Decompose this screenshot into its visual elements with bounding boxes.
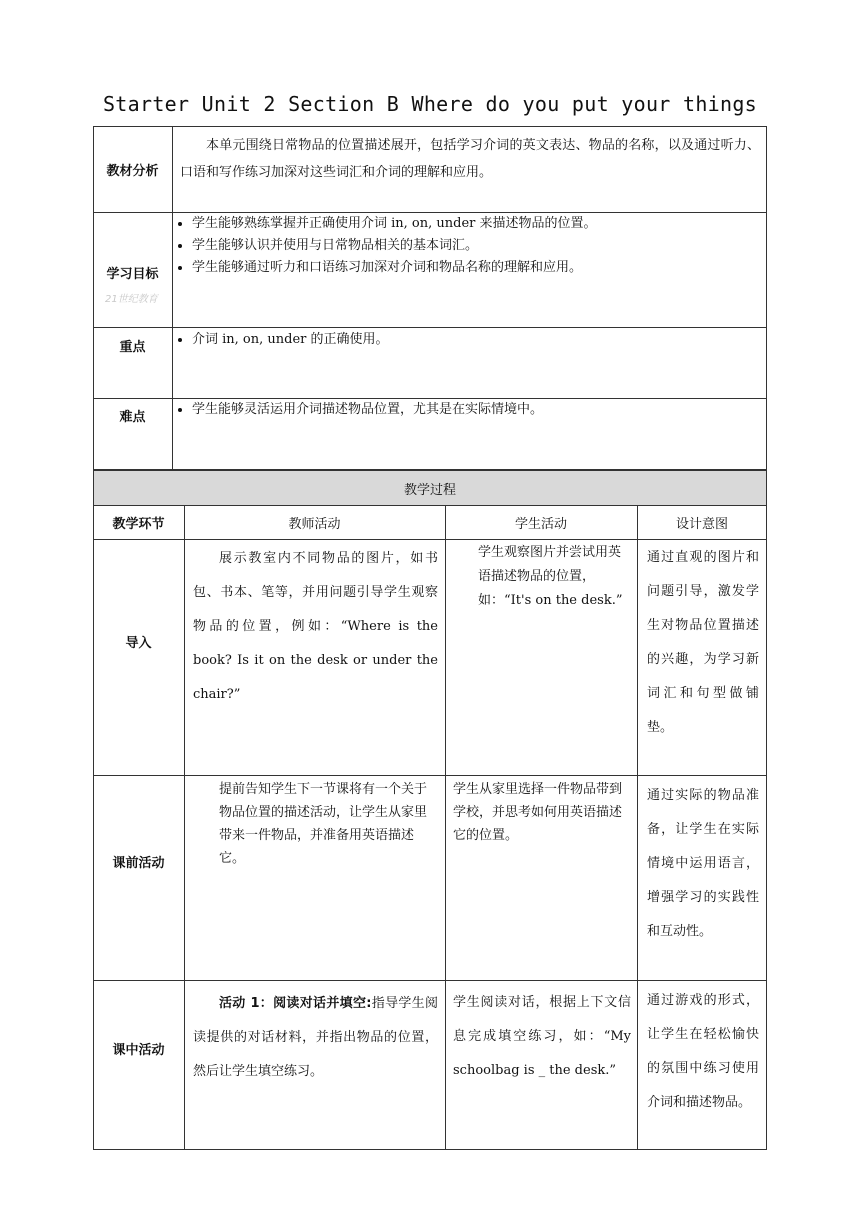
stage-intro-label: 导入: [125, 636, 152, 651]
preclass-design-intent: 通过实际的物品准备，让学生在实际情境中运用语言，增强学习的实践性和互动性。: [647, 788, 759, 939]
intro-design-intent: 通过直观的图片和问题引导，激发学生对物品位置描述的兴趣，为学习新词汇和句型做铺垫。: [647, 550, 759, 735]
stage-inclass-label: 课中活动: [112, 1042, 165, 1058]
svg-text:21世纪教育: 21世纪教育: [105, 294, 158, 305]
intro-student-activity: 学生观察图片并尝试用英语描述物品的位置，如：“It's on the desk.”: [478, 545, 623, 608]
learning-goal-item: • 学生能够通过听力和口语练习加深对介词和物品名称的理解和应用。: [192, 257, 752, 279]
inclass-student-activity: 学生阅读对话，根据上下文信息完成填空练习，如：“My schoolbag is _ the desk.”: [453, 995, 631, 1078]
row-label-material-analysis: 教材分析: [106, 163, 159, 179]
document-title: Starter Unit 2 Section B Where do you put your things: [102, 92, 758, 116]
material-analysis-text: 本单元围绕日常物品的位置描述展开，包括学习介词的英文表达、物品的名称，以及通过听力、口语和写作练习加深对这些词汇和介词的理解和应用。: [180, 138, 760, 180]
inclass-activity-title: 活动 1：阅读对话并填空:: [219, 996, 372, 1011]
process-row-divider: [93, 980, 767, 981]
header-design-intent: 设计意图: [675, 516, 728, 532]
learning-goals-list: [152, 212, 752, 279]
stage-preclass-label: 课前活动: [112, 855, 165, 871]
difficulty-item: • 学生能够灵活运用介词描述物品位置，尤其是在实际情境中。: [192, 399, 752, 421]
preclass-teacher-activity: 提前告知学生下一节课将有一个关于物品位置的描述活动，让学生从家里带来一件物品，并准备用英语描述它。: [219, 782, 428, 866]
overview-row-divider: [93, 327, 767, 328]
process-column-divider: [637, 505, 638, 1150]
learning-goal-item: • 学生能够认识并使用与日常物品相关的基本词汇。: [192, 235, 752, 257]
inclass-teacher-activity: [193, 987, 438, 1089]
row-label-key-points: 重点: [119, 339, 146, 355]
process-column-divider: [184, 505, 185, 1150]
difficulties-list: [152, 399, 752, 421]
key-point-item: • 介词 in, on, under 的正确使用。: [192, 329, 752, 351]
row-label-difficulties: 难点: [119, 409, 146, 425]
header-student-activity: 学生活动: [514, 516, 567, 532]
learning-goal-item: • 学生能够熟练掌握并正确使用介词 in, on, under 来描述物品的位置。: [192, 213, 752, 235]
process-row-divider: [93, 775, 767, 776]
key-points-list: [152, 329, 752, 351]
preclass-student-activity: 学生从家里选择一件物品带到学校，并思考如何用英语描述它的位置。: [453, 782, 623, 843]
process-banner: 教学过程: [94, 471, 766, 505]
header-teacher-activity: 教师活动: [288, 516, 341, 532]
process-column-divider: [445, 505, 446, 1150]
inclass-activity-body: 指导学生阅读提供的对话材料，并指出物品的位置，然后让学生填空练习。: [193, 996, 438, 1079]
header-stage: 教学环节: [112, 516, 165, 532]
intro-teacher-activity: 展示教室内不同物品的图片，如书包、书本、笔等，并用问题引导学生观察物品的位置，例如：“Where is the book? Is it on the desk or under the chair?”: [193, 551, 438, 702]
row-label-learning-goals: 学习目标: [106, 266, 159, 282]
process-row-divider: [93, 539, 767, 540]
watermark-logo: [103, 290, 165, 306]
inclass-design-intent: 通过游戏的形式，让学生在轻松愉快的氛围中练习使用介词和描述物品。: [647, 993, 759, 1110]
